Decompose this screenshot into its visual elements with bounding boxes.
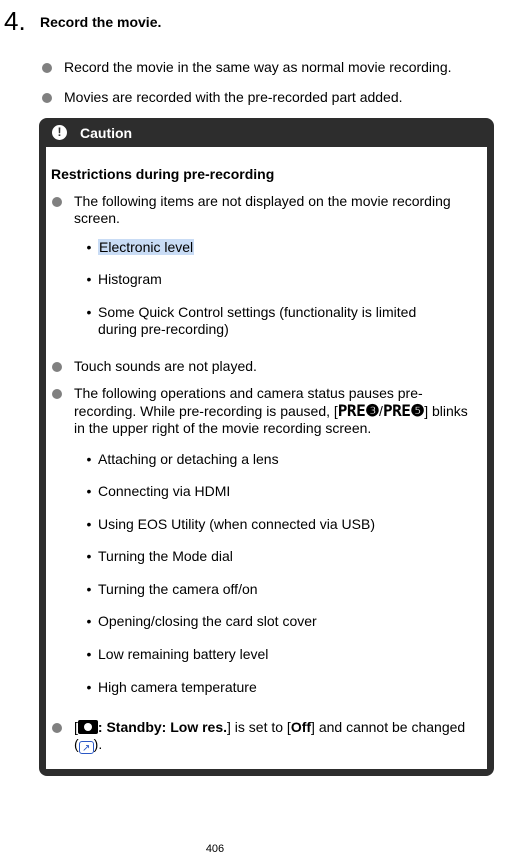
sub-list-item: • Electronic level [86,239,194,255]
pre-recording-active-icon: PRE❺ [382,401,425,420]
setting-name: : Standby: Low res. [97,719,228,735]
sub-list-item: • Using EOS Utility (when connected via USB) [86,516,375,532]
caution-bullet-text: [ : Standby: Low res.] is set to [Off] and cannot be changed ( ↗ ). [74,719,466,754]
pre-recording-standby-icon: PRE❸ [337,401,380,420]
caution-bullet-text: The following operations and camera status pauses pre-recording. While pre-recording is paused, [PRE❸/PRE❺] blinks in the upper right of the movie recording screen. [74,385,468,436]
caution-bullet-text: The following items are not displayed on the movie recording screen. [74,193,451,226]
caution-bullet [52,358,474,375]
caution-title: Caution [80,125,133,141]
bullet-dot-icon [42,63,52,73]
step-number: 4. [4,6,26,36]
sub-list-item: • Histogram [86,271,162,287]
highlighted-text: Electronic level [99,239,194,255]
bullet-dot-icon [42,93,52,103]
camera-shooting-icon [78,720,98,734]
setting-value: Off [290,719,312,735]
caution-bullet [52,193,454,227]
caution-bullet [52,719,469,754]
intro-bullet-text: Record the movie in the same way as normal movie recording. [64,59,452,75]
sub-list-item: • Low remaining battery level [86,646,269,662]
step-title: Record the movie. [40,14,162,30]
page-link-icon[interactable]: ↗ [79,741,94,754]
bullet-dot-icon [52,389,62,399]
bullet-dot-icon [52,723,62,733]
page-number: 406 [205,843,225,855]
sub-list-item: • Turning the Mode dial [86,548,233,564]
intro-bullet-text: Movies are recorded with the pre-recorded part added. [64,89,403,105]
sub-list-item: • Opening/closing the card slot cover [86,613,317,629]
bullet-dot-icon [52,362,62,372]
caution-exclamation-icon: ! [52,125,67,140]
sub-list-item: • High camera temperature [86,679,257,695]
bullet-dot-icon [52,197,62,207]
section-heading: Restrictions during pre-recording [51,166,275,182]
caution-bullet-text: Touch sounds are not played. [74,358,257,374]
caution-bullet [52,385,476,437]
intro-bullet [42,89,403,106]
caution-header [39,118,494,146]
intro-bullet [42,59,452,76]
caution-box [39,118,494,776]
sub-list-item: • Turning the camera off/on [86,581,258,597]
sub-list-item: • Connecting via HDMI [86,483,231,499]
sub-list-item: • Attaching or detaching a lens [86,451,279,467]
caution-body [46,147,487,769]
sub-list-item: • Some Quick Control settings (functionality is limited during pre-recording) [86,304,417,337]
